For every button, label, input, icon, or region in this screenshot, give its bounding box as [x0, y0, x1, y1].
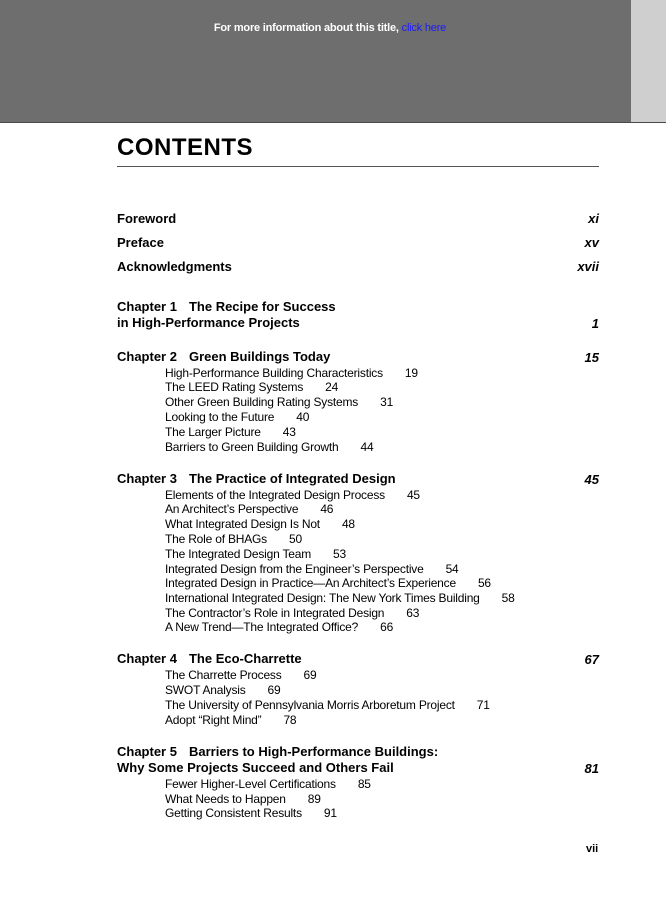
toc-section[interactable] — [165, 410, 309, 425]
chapter-number: Chapter 2 — [117, 349, 177, 364]
section-page: 48 — [341, 517, 355, 531]
section-page: 91 — [323, 806, 337, 820]
section-page: 50 — [288, 532, 302, 546]
toc-chapter-3[interactable] — [117, 471, 599, 487]
section-page: 89 — [307, 792, 321, 806]
section-title: What Integrated Design Is Not — [165, 517, 320, 531]
toc-section[interactable] — [165, 777, 371, 792]
chapter-page: 1 — [591, 316, 599, 331]
toc-section[interactable] — [165, 547, 346, 562]
toc-entry-preface[interactable] — [117, 235, 599, 253]
section-title: The University of Pennsylvania Morris Arboretum Project — [165, 698, 455, 712]
section-title: Fewer Higher-Level Certifications — [165, 777, 336, 791]
section-page: 44 — [360, 440, 374, 454]
section-page: 69 — [303, 668, 317, 682]
section-page: 63 — [406, 606, 420, 620]
toc-section[interactable] — [165, 806, 337, 821]
section-title: Getting Consistent Results — [165, 806, 302, 820]
toc-section[interactable] — [165, 698, 490, 713]
toc-section[interactable] — [165, 576, 491, 591]
section-title: The Larger Picture — [165, 425, 261, 439]
toc-entry-acknowledgments[interactable] — [117, 259, 599, 277]
section-page: 43 — [282, 425, 296, 439]
section-page: 66 — [380, 620, 394, 634]
chapter-page: 15 — [584, 350, 599, 365]
chapter-number: Chapter 1 — [117, 299, 177, 314]
section-page: 46 — [320, 502, 334, 516]
section-title: The Charrette Process — [165, 668, 282, 682]
section-page: 85 — [357, 777, 371, 791]
toc-section[interactable] — [165, 517, 355, 532]
chapter-page: 81 — [584, 761, 599, 776]
section-page: 71 — [476, 698, 490, 712]
section-page: 19 — [404, 366, 418, 380]
chapter-title-line2: in High-Performance Projects — [117, 315, 300, 330]
chapter-page: 67 — [584, 652, 599, 667]
header-banner — [0, 0, 631, 122]
section-title: A New Trend—The Integrated Office? — [165, 620, 359, 634]
toc-chapter-1[interactable] — [117, 299, 599, 331]
section-title: Elements of the Integrated Design Process — [165, 488, 385, 502]
toc-section[interactable] — [165, 532, 302, 547]
chapter-title-line1: Barriers to High-Performance Buildings: — [188, 744, 439, 759]
section-page: 56 — [477, 576, 491, 590]
section-page: 24 — [325, 380, 339, 394]
scrollbar[interactable] — [631, 0, 666, 122]
section-title: An Architect’s Perspective — [165, 502, 299, 516]
chapter-title-line1: The Recipe for Success — [188, 299, 336, 314]
toc-section[interactable] — [165, 380, 338, 395]
title-divider — [117, 166, 599, 167]
section-title: International Integrated Design: The New York Times Building — [165, 591, 480, 605]
toc-section[interactable] — [165, 366, 418, 381]
toc-section[interactable] — [165, 668, 316, 683]
toc-section[interactable] — [165, 425, 296, 440]
banner-divider — [0, 122, 666, 123]
toc-entry-page: xvii — [577, 259, 599, 274]
toc-section[interactable] — [165, 606, 419, 621]
section-title: The LEED Rating Systems — [165, 380, 304, 394]
toc-section[interactable] — [165, 620, 393, 635]
banner-text: For more information about this title, — [213, 22, 399, 34]
banner-message — [0, 22, 660, 34]
section-title: The Integrated Design Team — [165, 547, 312, 561]
section-title: SWOT Analysis — [165, 683, 246, 697]
section-page: 69 — [267, 683, 281, 697]
chapter-number: Chapter 3 — [117, 471, 177, 486]
toc-entry-label: Preface — [117, 235, 164, 250]
section-page: 78 — [283, 713, 297, 727]
section-title: Other Green Building Rating Systems — [165, 395, 359, 409]
chapter-page: 45 — [584, 472, 599, 487]
toc-section[interactable] — [165, 591, 515, 606]
toc-entry-page: xv — [584, 235, 599, 250]
click-here-link[interactable]: click here — [401, 22, 447, 34]
page-title: CONTENTS — [117, 134, 253, 161]
section-page: 31 — [380, 395, 394, 409]
toc-chapter-2[interactable] — [117, 349, 599, 365]
section-page: 53 — [333, 547, 346, 561]
chapter-title: The Practice of Integrated Design — [188, 471, 396, 486]
section-page: 54 — [445, 562, 459, 576]
section-title: Looking to the Future — [165, 410, 275, 424]
chapter-title: The Eco-Charrette — [188, 651, 302, 666]
chapter-title-line2: Why Some Projects Succeed and Others Fail — [117, 760, 394, 775]
chapter-number: Chapter 5 — [117, 744, 177, 759]
toc-entry-label: Foreword — [117, 211, 177, 226]
toc-section[interactable] — [165, 488, 420, 503]
section-title: High-Performance Building Characteristics — [165, 366, 383, 380]
toc-section[interactable] — [165, 395, 393, 410]
toc-chapter-5[interactable] — [117, 744, 599, 776]
toc-section[interactable] — [165, 440, 373, 455]
toc-entry-page: xi — [588, 211, 599, 226]
section-title: What Needs to Happen — [165, 792, 286, 806]
section-title: The Role of BHAGs — [165, 532, 267, 546]
section-title: Integrated Design from the Engineer’s Perspective — [165, 562, 424, 576]
section-page: 58 — [501, 591, 515, 605]
page-number: vii — [586, 843, 599, 855]
toc-section[interactable] — [165, 792, 321, 807]
section-title: The Contractor’s Role in Integrated Design — [165, 606, 385, 620]
toc-section[interactable] — [165, 562, 459, 577]
toc-section[interactable] — [165, 713, 296, 728]
toc-entry-foreword[interactable] — [117, 211, 599, 229]
toc-entry-label: Acknowledgments — [117, 259, 232, 274]
section-title: Adopt “Right Mind” — [165, 713, 262, 727]
toc-chapter-4[interactable] — [117, 651, 599, 667]
toc-section[interactable] — [165, 683, 281, 698]
chapter-title: Green Buildings Today — [188, 349, 331, 364]
section-page: 40 — [296, 410, 310, 424]
toc-section[interactable] — [165, 502, 333, 517]
section-title: Barriers to Green Building Growth — [165, 440, 339, 454]
section-page: 45 — [406, 488, 420, 502]
section-title: Integrated Design in Practice—An Architect’s Experience — [165, 576, 456, 590]
chapter-number: Chapter 4 — [117, 651, 177, 666]
